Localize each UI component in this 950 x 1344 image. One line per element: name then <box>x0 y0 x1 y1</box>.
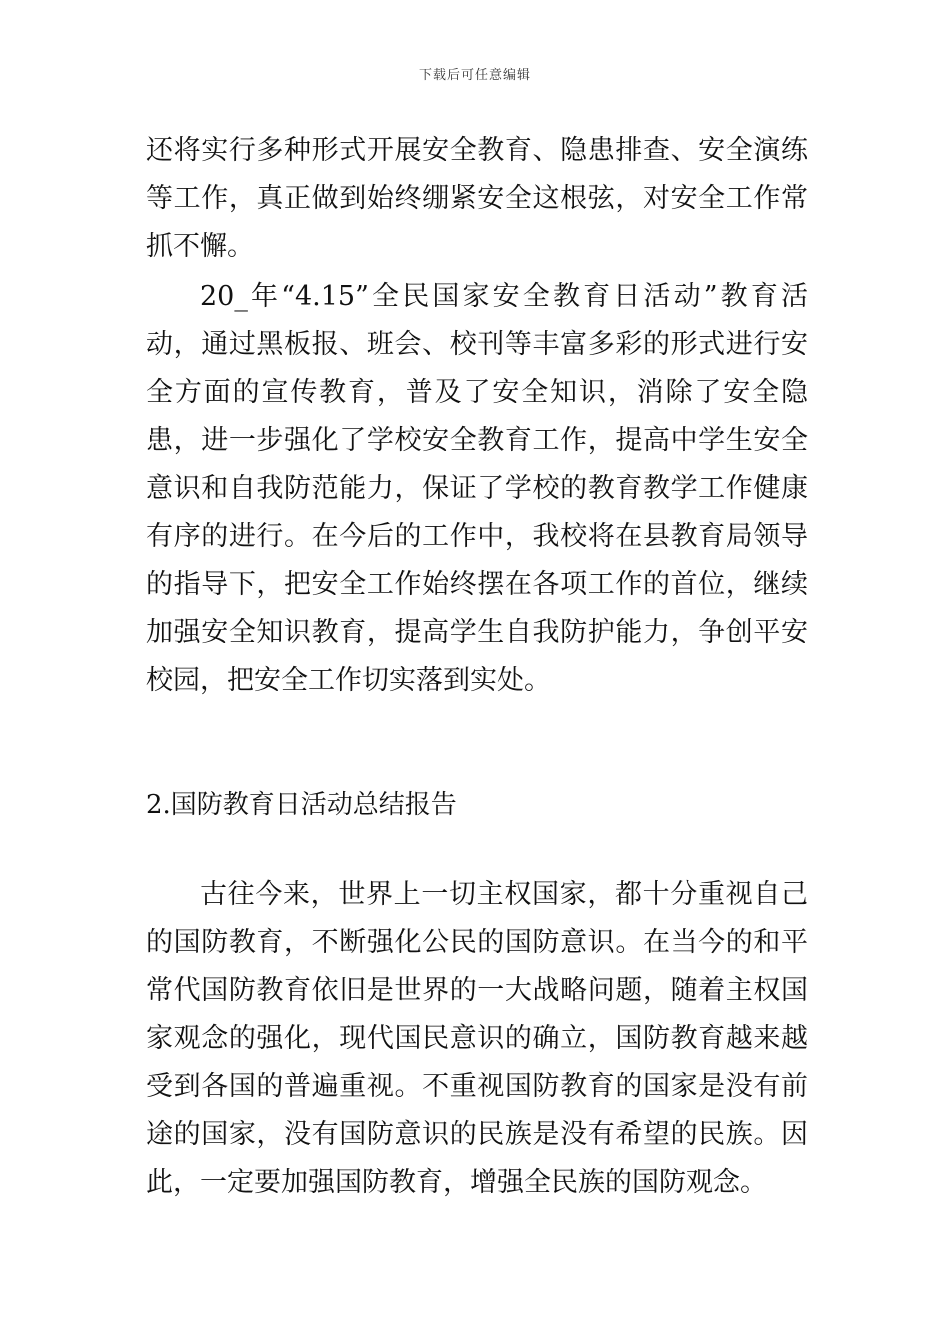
section-heading: 2.国防教育日活动总结报告 <box>146 790 457 820</box>
section-paragraph: 古往今来，世界上一切主权国家，都十分重视自己的国防教育，不断强化公民的国防意识。在当今的和平常代国防教育依旧是世界的一大战略问题，随着主权国家观念的强化，现代国民意识的确立，国防教育越来越受到各国的普遍重视。不重视国防教育的国家是没有前途的国家，没有国防意识的民族是没有希望的民族。因此，一定要加强国防教育，增强全民族的国防观念。 <box>146 879 808 1198</box>
body-paragraph-2: 20_年“4.15”全民国家安全教育日活动”教育活动，通过黑板报、班会、校刊等丰富多彩的形式进行安全方面的宣传教育，普及了安全知识，消除了安全隐患，进一步强化了学校安全教育工作，提高中学生安全意识和自我防范能力，保证了学校的教育教学工作健康有序的进行。在今后的工作中，我校将在县教育局领导的指导下，把安全工作始终摆在各项工作的首位，继续加强安全知识教育，提高学生自我防护能力，争创平安校园，把安全工作切实落到实处。 <box>146 281 808 696</box>
body-paragraph-1: 还将实行多种形式开展安全教育、隐患排查、安全演练等工作，真正做到始终绷紧安全这根弦，对安全工作常抓不懈。 <box>146 135 808 262</box>
page-header-note: 下载后可任意编辑 <box>418 68 531 83</box>
